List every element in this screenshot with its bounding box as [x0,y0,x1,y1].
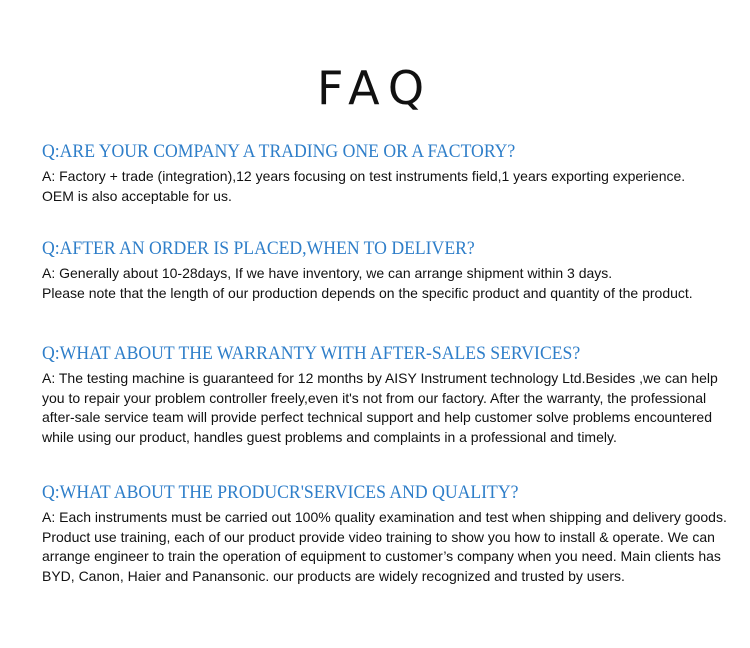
faq-item [42,342,722,447]
faq-answer [42,264,722,303]
faq-answer [42,369,722,447]
faq-question: Q:WHAT ABOUT THE WARRANTY WITH AFTER-SALES SERVICES? [42,343,581,364]
faq-answer-line: A: Generally about 10-28days, If we have inventory, we can arrange shipment within 3 days. [42,265,613,281]
faq-answer-line: Please note that the length of our production depends on the specific product and quantity of the product. [42,284,693,301]
faq-answer-line: A: The testing machine is guaranteed for 12 months by AISY Instrument technology Ltd.Besides ,we can help [42,370,718,386]
faq-item [42,481,727,586]
faq-question: Q:WHAT ABOUT THE PRODUCR'SERVICES AND QUALITY? [42,482,519,503]
faq-answer-line: A: Each instruments must be carried out 100% quality examination and test when shipping and delivery goods. [42,509,727,525]
faq-answer [42,508,727,586]
faq-question: Q:ARE YOUR COMPANY A TRADING ONE OR A FACTORY? [42,141,516,162]
faq-answer [42,167,722,206]
faq-question: Q:AFTER AN ORDER IS PLACED,WHEN TO DELIVER? [42,238,475,259]
faq-answer-line: Product use training, each of our product provide video training to show you how to install & operate. We can [42,528,715,545]
page-title: FAQ [316,61,434,115]
faq-answer-line: after-sale service team will provide perfect technical support and help customer solve problems encountered [42,409,713,425]
faq-answer-line: arrange engineer to train the operation of equipment to customer’s company when you need. Main clients has [42,548,721,564]
faq-item [42,237,722,303]
faq-item [42,140,722,206]
faq-answer-line: BYD, Canon, Haier and Panansonic. our products are widely recognized and trusted by users. [42,567,625,584]
faq-answer-line: you to repair your problem controller freely,even it's not from our factory. After the warranty, the professional [42,389,707,406]
faq-answer-line: while using our product, handles guest problems and complaints in a professional and timely. [42,428,617,445]
faq-answer-line: OEM is also acceptable for us. [42,187,232,204]
faq-answer-line: A: Factory + trade (integration),12 years focusing on test instruments field,1 years exporting experience. [42,168,686,184]
